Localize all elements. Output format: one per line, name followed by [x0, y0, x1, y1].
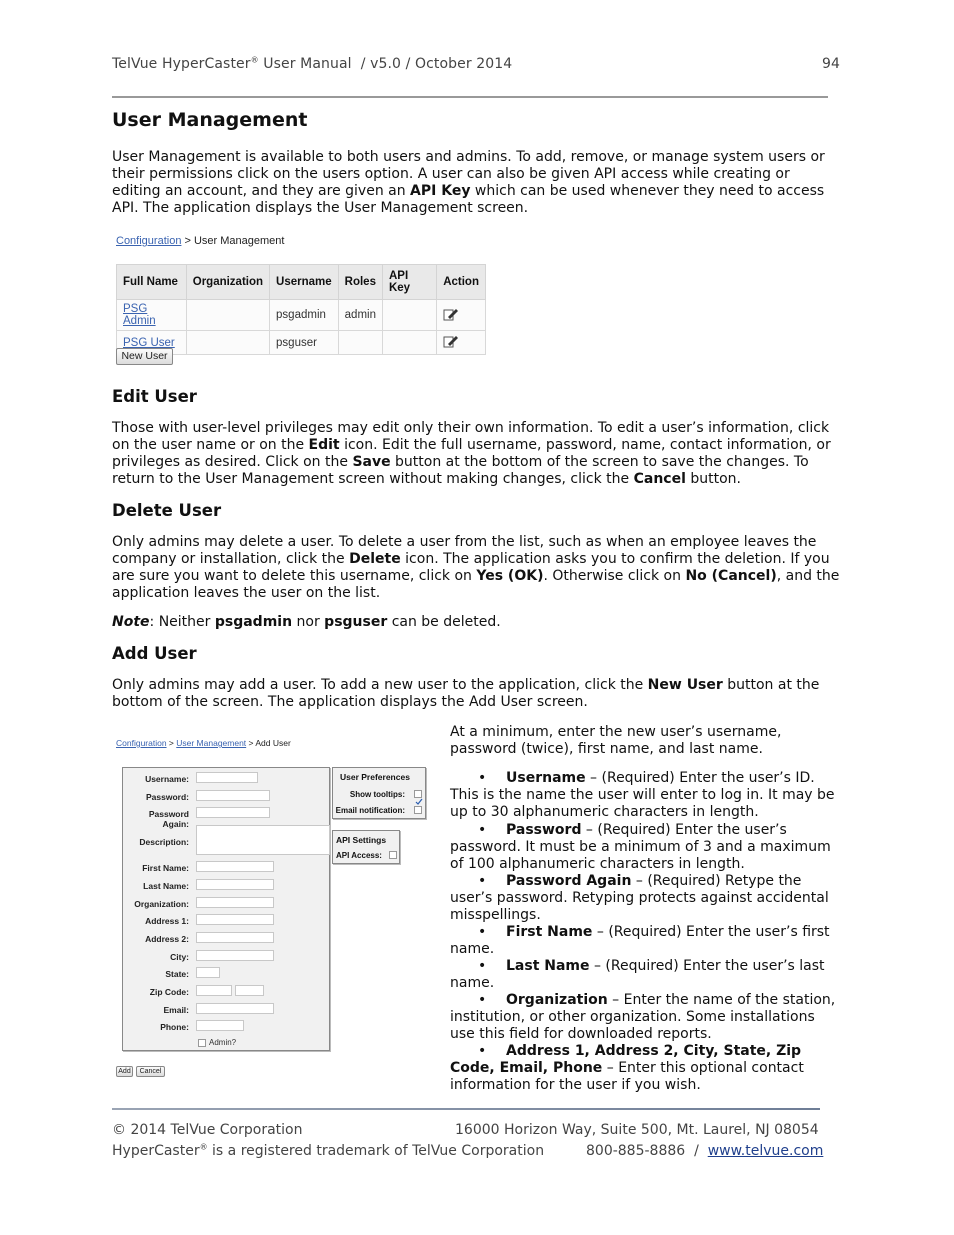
username-input[interactable]: [196, 772, 258, 783]
field-name: Password Again: [506, 873, 632, 889]
edit-user-paragraph: Those with user-level privileges may edit only their own information. To edit a user’s information, click on the user name or on the Edit icon. Edit the full username, password, name, contact information, or privileges as desired. Click on the Save button at the bottom of the screen to save the changes. To return to the User Management screen without making changes, click the Cancel button.: [112, 420, 831, 487]
bullet-mark: •: [478, 822, 487, 838]
breadcrumb-configuration-link[interactable]: Configuration: [116, 235, 182, 247]
user-name-link[interactable]: PSG User: [123, 336, 175, 349]
bullet-mark: •: [478, 992, 487, 1008]
admin-label: Admin?: [209, 1038, 237, 1047]
list-item: [450, 770, 842, 821]
bullet-mark: •: [478, 924, 487, 940]
table-cell: admin: [338, 300, 382, 331]
section-title: User Management: [112, 109, 308, 131]
column-header: Roles: [338, 265, 382, 300]
edit-icon[interactable]: [443, 307, 459, 321]
field-label: First Name:: [142, 863, 189, 873]
list-item: [450, 958, 842, 992]
minimum-fields-paragraph: At a minimum, enter the new user’s username, password (twice), first name, and last name.: [450, 724, 782, 757]
field-name: Password: [506, 822, 582, 838]
field-name: Address 1, Address 2, City, State, Zip Code, Email, Phone: [450, 1043, 802, 1076]
show-tooltips-checkbox[interactable]: [414, 790, 422, 798]
field-description: – (Required) Retype the user’s password. Retyping protects against accidental misspellings.: [450, 873, 829, 923]
column-header: API Key: [382, 265, 436, 300]
crumb-configuration-link[interactable]: Configuration: [116, 738, 167, 748]
breadcrumb: Configuration > User Management: [116, 235, 285, 247]
field-name: Organization: [506, 992, 608, 1008]
table-cell: psguser: [270, 331, 339, 355]
table-cell: [437, 331, 486, 355]
zip-code-input[interactable]: [196, 985, 232, 996]
user-preferences-panel: [332, 767, 426, 819]
edit-user-heading: Edit User: [112, 387, 197, 406]
first-name-input[interactable]: [196, 861, 274, 872]
table-cell: [186, 300, 269, 331]
zip-extension-input[interactable]: [235, 985, 264, 996]
list-item: [450, 924, 842, 958]
column-header: Full Name: [117, 265, 187, 300]
address1-input[interactable]: [196, 914, 274, 925]
note-paragraph: Note: Neither psgadmin nor psguser can be deleted.: [112, 614, 501, 630]
field-label: Last Name:: [143, 881, 189, 891]
delete-user-paragraph: Only admins may delete a user. To delete a user from the list, such as when an employee leaves the company or installation, click the Delete icon. The application asks you to confirm the deletion. If you are sure you want to delete this username, click on Yes (OK). Otherwise click on No (Cancel), and the application leaves the user on the list.: [112, 534, 840, 601]
crumb-user-management-link[interactable]: User Management: [176, 738, 247, 748]
add-user-form: [122, 767, 330, 1051]
field-label: Description:: [139, 837, 189, 847]
list-item: [450, 992, 842, 1043]
field-label: State:: [165, 969, 189, 979]
api-settings-title: API Settings: [336, 835, 387, 845]
email-input[interactable]: [196, 1003, 274, 1014]
field-description: – Enter this optional contact information for the user if you wish.: [450, 1060, 804, 1093]
email-notification-label: Email notification:: [335, 806, 405, 815]
field-label: Password:: [146, 792, 189, 802]
cancel-button[interactable]: Cancel: [136, 1066, 165, 1077]
api-access-checkbox[interactable]: [389, 851, 397, 859]
header-rule: [112, 96, 828, 98]
field-label: Zip Code:: [149, 987, 189, 997]
column-header: Action: [437, 265, 486, 300]
field-description: – (Required) Enter the user’s first name.: [450, 924, 830, 957]
table-cell: [338, 331, 382, 355]
organization-input[interactable]: [196, 897, 274, 908]
intro-paragraph: User Management is available to both users and admins. To add, remove, or manage system users or their permissions click on the users option. A user can also be given API access while creating or editing an account, and they are given an API Key which can be used whenever they need to access API. The application displays the User Management screen.: [112, 149, 825, 216]
phone-input[interactable]: [196, 1020, 244, 1031]
state-input[interactable]: [196, 967, 220, 978]
add-user-heading: Add User: [112, 644, 197, 663]
page-number: 94: [822, 56, 841, 72]
footer-rule: [112, 1108, 820, 1110]
bullet-mark: •: [478, 958, 487, 974]
field-name: First Name: [506, 924, 593, 940]
table-row: [117, 300, 486, 331]
table-cell: [437, 300, 486, 331]
show-tooltips-label: Show tooltips:: [349, 790, 405, 799]
field-label: Password Again:: [148, 809, 189, 829]
bullet-mark: •: [478, 1043, 487, 1059]
add-button[interactable]: Add: [116, 1066, 133, 1077]
field-label: City:: [170, 952, 189, 962]
users-table: [116, 264, 486, 355]
table-header-row: [117, 265, 486, 300]
new-user-button[interactable]: New User: [116, 348, 173, 365]
address2-input[interactable]: [196, 932, 274, 943]
field-name: Last Name: [506, 958, 590, 974]
api-settings-panel: [332, 830, 400, 864]
column-header: Organization: [186, 265, 269, 300]
city-input[interactable]: [196, 950, 274, 961]
footer-address: 16000 Horizon Way, Suite 500, Mt. Laurel, NJ 08054: [455, 1122, 819, 1138]
footer-copyright: © 2014 TelVue Corporation: [112, 1122, 303, 1138]
website-link[interactable]: www.telvue.com: [707, 1143, 824, 1159]
field-label: Address 2:: [145, 934, 189, 944]
field-description: – (Required) Enter the user’s last name.: [450, 958, 825, 991]
field-label: Phone:: [160, 1022, 189, 1032]
footer-trademark: HyperCaster® is a registered trademark of TelVue Corporation: [112, 1142, 545, 1159]
field-description: – (Required) Enter the user’s ID. This is the name the user will enter to log in. It may be up to 30 alphanumeric characters in length.: [450, 770, 835, 820]
user-name-link[interactable]: PSG Admin: [123, 303, 156, 327]
field-name: Username: [506, 770, 586, 786]
list-item: [450, 873, 842, 924]
check-icon: [415, 798, 423, 806]
delete-user-heading: Delete User: [112, 501, 222, 520]
description-textarea[interactable]: [196, 825, 330, 855]
bullet-mark: •: [478, 873, 487, 889]
add-user-paragraph: Only admins may add a user. To add a new user to the application, click the New User button at the bottom of the screen. The application displays the Add User screen.: [112, 677, 820, 710]
api-access-label: API Access:: [336, 851, 382, 860]
list-item: [450, 1043, 842, 1094]
edit-icon[interactable]: [443, 334, 459, 348]
bullet-mark: •: [478, 770, 487, 786]
email-notification-checkbox[interactable]: [414, 806, 422, 814]
add-user-breadcrumb: Configuration > User Management > Add User: [116, 738, 291, 748]
password-input[interactable]: [196, 790, 270, 801]
table-cell: [382, 300, 436, 331]
footer-contact: 800-885-8886 / www.telvue.com: [586, 1143, 824, 1159]
admin-checkbox[interactable]: [198, 1039, 206, 1047]
column-header: Username: [270, 265, 339, 300]
field-description: – Enter the name of the station, institution, or other organization. Some installations use this field for downloaded reports.: [450, 992, 836, 1042]
list-item: [450, 822, 842, 873]
field-label: Email:: [163, 1005, 189, 1015]
field-label: Organization:: [134, 899, 189, 909]
running-header: TelVue HyperCaster® User Manual / v5.0 / October 2014: [112, 55, 513, 72]
last-name-input[interactable]: [196, 879, 274, 890]
field-label: Username:: [145, 774, 189, 784]
table-cell: [186, 331, 269, 355]
password-again-input[interactable]: [196, 807, 270, 818]
field-label: Address 1:: [145, 916, 189, 926]
table-cell: [382, 331, 436, 355]
field-description: – (Required) Enter the user’s password. It must be a minimum of 3 and a maximum of 100 alphanumeric characters in length.: [450, 822, 831, 872]
user-preferences-title: User Preferences: [340, 772, 410, 782]
table-cell: psgadmin: [270, 300, 339, 331]
